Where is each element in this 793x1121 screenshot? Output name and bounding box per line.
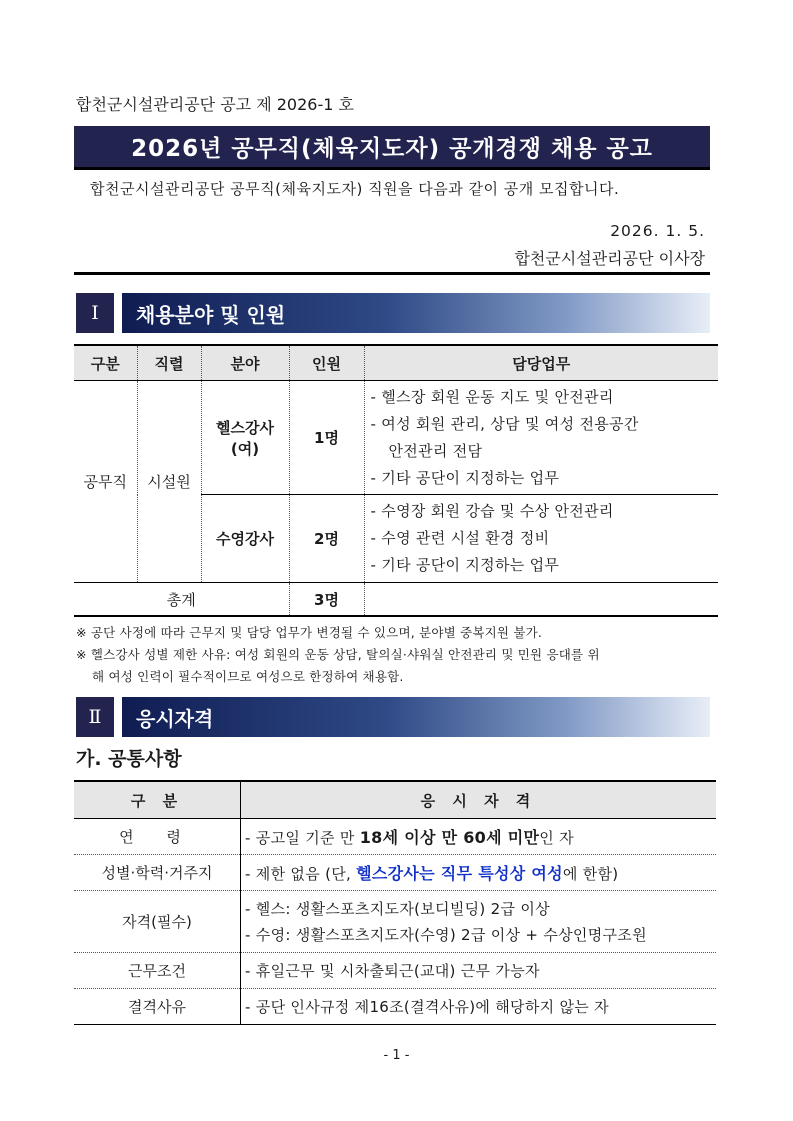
row-value: - 휴일근무 및 시차출퇴근(교대) 근무 가능자 (241, 953, 717, 989)
field-cell (201, 381, 289, 495)
col-header: 인원 (289, 345, 364, 381)
row-value (241, 891, 717, 953)
duty-line: - 수영 관련 시설 환경 정비 (370, 529, 550, 547)
table-header-row (74, 345, 718, 381)
row-label: 성별·학력·거주지 (74, 855, 241, 891)
total-row (74, 583, 718, 617)
col-header: 담당업무 (364, 345, 718, 381)
section1-header (76, 293, 710, 333)
table-row (74, 989, 716, 1025)
count-cell: 1명 (289, 381, 364, 495)
duty-line: - 헬스장 회원 운동 지도 및 안전관리 (370, 387, 614, 406)
page-number: - 1 - (383, 1048, 410, 1063)
count-cell: 2명 (289, 495, 364, 583)
table-row (74, 381, 718, 495)
duty-cell (364, 381, 718, 495)
duty-line: - 기타 공단이 지정하는 업무 (370, 556, 560, 574)
intro-text: 합천군시설관리공단 공무직(체육지도자) 직원을 다음과 같이 공개 모집합니다. (90, 180, 620, 198)
field-name: 헬스강사 (216, 418, 274, 437)
value-text: 인 자 (539, 829, 574, 847)
header-divider (74, 272, 710, 275)
duty-line: - 기타 공단이 지정하는 업무 (370, 468, 560, 487)
duty-line: - 수영장 회원 강습 및 수상 안전관리 (370, 502, 614, 520)
section1-number: Ⅰ (76, 293, 114, 333)
section2-title-bar (122, 697, 710, 737)
section2-number: Ⅱ (76, 697, 114, 737)
section1-title-bar (122, 293, 710, 333)
note-line: 해 여성 인력이 필수적이므로 여성으로 한정하여 채용함. (92, 669, 404, 684)
row-value (241, 855, 717, 891)
notice-date: 2026. 1. 5. (610, 222, 705, 240)
note-list (76, 622, 600, 688)
col-header: 구분 (74, 345, 137, 381)
value-text: 에 한함) (562, 865, 619, 883)
note-line: ※ 헬스강사 성별 제한 사유: 여성 회원의 운동 상담, 탈의실·샤워실 안전관리 및 민원 응대를 위 (76, 647, 600, 662)
row-label: 연 령 (74, 819, 241, 855)
total-count: 3명 (289, 583, 364, 617)
table-row (74, 855, 716, 891)
note-line: ※ 공단 사정에 따라 근무지 및 담당 업무가 변경될 수 있으며, 분야별 중복지원 불가. (76, 625, 543, 640)
col-header: 직렬 (137, 345, 201, 381)
table-row (74, 819, 716, 855)
col-header: 분야 (201, 345, 289, 381)
issuer: 합천군시설관리공단 이사장 (514, 249, 705, 268)
table-row (74, 953, 716, 989)
col-header: 구 분 (74, 781, 241, 819)
row-value (241, 819, 717, 855)
field-note: (여) (230, 439, 260, 458)
duty-cell (364, 495, 718, 583)
value-text: - 제한 없음 (단, (245, 865, 357, 883)
value-text: - 공고일 기준 만 (245, 829, 360, 847)
section2-subtitle: 가. 공통사항 (76, 748, 182, 770)
total-label: 총계 (74, 583, 289, 617)
series-cell: 시설원 (137, 381, 201, 583)
section2-header (76, 697, 710, 737)
section2-title: 응시자격 (136, 706, 214, 731)
duty-line: - 여성 회원 관리, 상담 및 여성 전용공간 (370, 414, 639, 433)
value-emphasis: 18세 이상 만 60세 미만 (359, 828, 540, 847)
row-value: - 공단 인사규정 제16조(결격사유)에 해당하지 않는 자 (241, 989, 717, 1025)
row-label: 근무조건 (74, 953, 241, 989)
table-row (74, 891, 716, 953)
table-header-row (74, 781, 716, 819)
field-cell: 수영강사 (201, 495, 289, 583)
row-label: 결격사유 (74, 989, 241, 1025)
title-banner (74, 126, 710, 170)
value-line: - 수영: 생활스포츠지도자(수영) 2급 이상 + 수상인명구조원 (245, 925, 647, 944)
total-empty-cell (364, 583, 718, 617)
row-label: 자격(필수) (74, 891, 241, 953)
section1-title: 채용분야 및 인원 (136, 302, 286, 327)
page-title: 2026년 공무직(체육지도자) 공개경쟁 채용 공고 (131, 136, 653, 162)
qualification-table (74, 780, 716, 1025)
category-cell: 공무직 (74, 381, 137, 583)
notice-number: 합천군시설관리공단 공고 제 2026-1 호 (76, 95, 354, 114)
recruitment-table (74, 344, 718, 617)
duty-line: 안전관리 전담 (388, 441, 483, 460)
value-highlight: 헬스강사는 직무 특성상 여성 (356, 864, 563, 883)
col-header: 응 시 자 격 (241, 781, 717, 819)
value-line: - 헬스: 생활스포츠지도자(보디빌딩) 2급 이상 (245, 899, 550, 918)
